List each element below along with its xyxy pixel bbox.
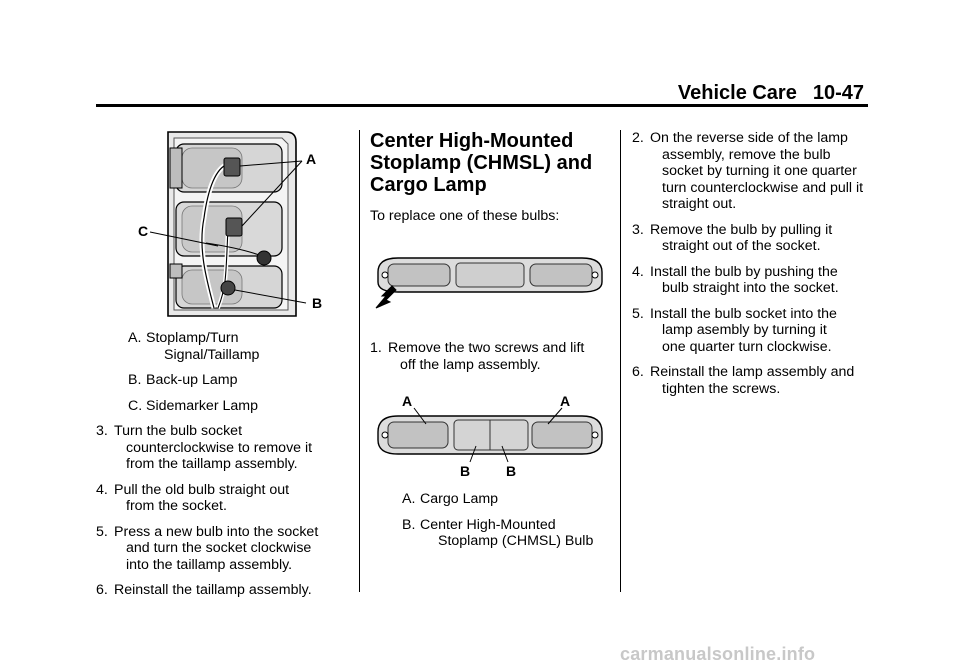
right-step-2: 2. On the reverse side of the lamp assembly, remove the bulb socket by turning it one quarter turn counterclockwise and pull it straight out.	[632, 130, 864, 212]
step-4: 4. Pull the old bulb straight out from the socket.	[96, 481, 290, 514]
callout-c: C	[138, 223, 149, 239]
middle-step-1: 1. Remove the two screws and lift off the lamp assembly.	[370, 340, 585, 373]
watermark: carmanualsonline.info	[620, 644, 816, 664]
left-column	[96, 330, 351, 608]
page-number: 10-47	[812, 82, 864, 104]
right-step-6: 6. Reinstall the lamp assembly and tighten the screws.	[632, 364, 855, 397]
callout-a-right: A	[560, 393, 571, 409]
callout-b-left: B	[460, 463, 471, 479]
column-divider-right	[620, 130, 621, 592]
step-6: 6. Reinstall the taillamp assembly.	[96, 582, 312, 598]
caption-a: A. Stoplamp/Turn Signal/Taillamp	[128, 330, 260, 363]
middle-column-top	[370, 130, 610, 225]
chmsl-assembly-illustration	[372, 252, 608, 310]
right-step-5: 5. Install the bulb socket into the lamp asembly by turning it one quarter turn clockwise.	[632, 305, 837, 355]
section-title: Vehicle Care	[677, 82, 797, 104]
callout-b-right: B	[506, 463, 517, 479]
caption-b: B. Back-up Lamp	[128, 372, 238, 388]
callout-b: B	[312, 295, 323, 311]
intro-text: To replace one of these bulbs:	[370, 208, 560, 224]
taillamp-illustration	[136, 128, 332, 320]
right-step-3: 3. Remove the bulb by pulling it straight out of the socket.	[632, 221, 833, 254]
step-5: 5. Press a new bulb into the socket and turn the socket clockwise into the taillamp assembly.	[96, 523, 319, 573]
step-3: 3. Turn the bulb socket counterclockwise to remove it from the taillamp assembly.	[96, 423, 313, 472]
caption-chmsl-bulb: B. Center High-Mounted Stoplamp (CHMSL) Bulb	[402, 516, 594, 549]
middle-captions	[370, 491, 610, 559]
column-divider-left	[359, 130, 360, 592]
right-column	[632, 130, 872, 406]
page-header	[662, 82, 864, 105]
caption-c: C. Sidemarker Lamp	[128, 397, 258, 414]
header-rule	[96, 104, 868, 107]
chmsl-labeled-illustration	[372, 392, 608, 480]
right-step-4: 4. Install the bulb by pushing the bulb straight into the socket.	[632, 263, 839, 296]
callout-a-left: A	[402, 393, 413, 409]
caption-cargo-lamp: A. Cargo Lamp	[402, 491, 499, 507]
callout-a: A	[306, 151, 317, 167]
section-heading: Center High-Mounted Stoplamp (CHMSL) and Cargo Lamp	[370, 130, 593, 196]
